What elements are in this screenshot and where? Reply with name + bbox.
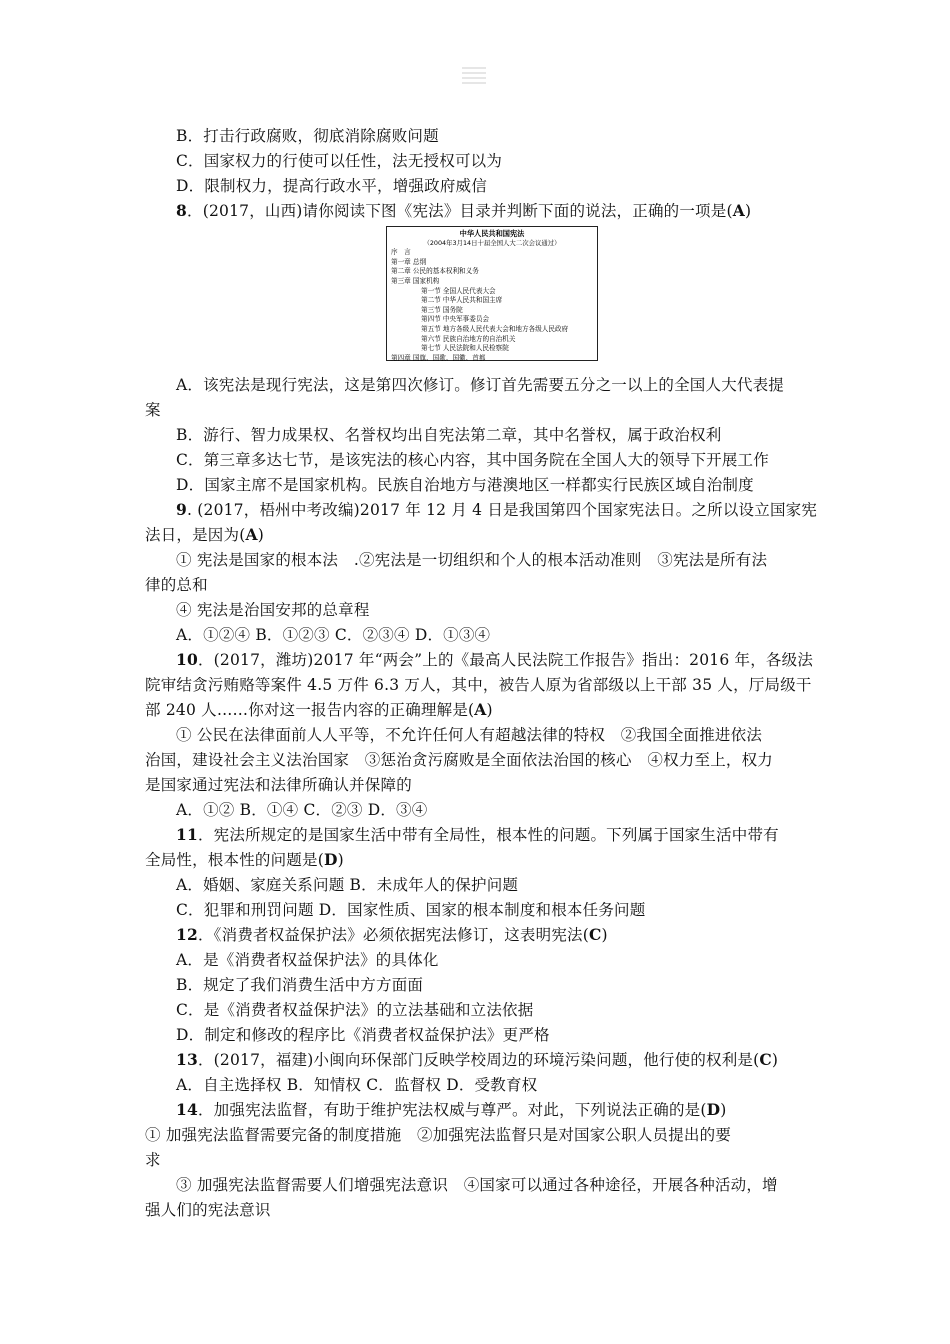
question-10-cont xyxy=(145,698,810,722)
option-line: 是国家通过宪法和法律所确认并保障的 xyxy=(145,776,412,794)
option-line: C．国家权力的行使可以任性，法无授权可以为 xyxy=(176,152,503,170)
question-9 xyxy=(176,498,841,522)
toc-chapter: 第一章 总纲 xyxy=(391,257,427,266)
toc-chapter: 第二章 公民的基本权利和义务 xyxy=(391,267,479,276)
choices-line: C．犯罪和刑罚问题 D．国家性质、国家的根本制度和根本任务问题 xyxy=(176,901,646,919)
question-number: 13 xyxy=(176,1050,198,1069)
question-text: ．加强宪法监督，有助于维护宪法权威与尊严。对此，下列说法正确的是( xyxy=(197,1101,707,1119)
option-line: B．游行、智力成果权、名誉权均出自宪法第二章，其中名誉权，属于政治权利 xyxy=(176,426,722,444)
answer: C xyxy=(588,925,602,944)
question-text: 全局性，根本性的问题是( xyxy=(145,851,324,869)
option-line: ① 公民在法律面前人人平等，不允许任何人有超越法律的特权 ②我国全面推进依法 xyxy=(176,726,763,744)
toc-section: 第二节 中华人民共和国主席 xyxy=(421,296,503,305)
close-paren: ) xyxy=(486,701,493,719)
close-paren: ) xyxy=(337,851,344,869)
question-number: 10 xyxy=(176,650,198,669)
question-number: 14 xyxy=(176,1100,198,1119)
question-9-cont xyxy=(145,523,810,547)
close-paren: ) xyxy=(720,1101,727,1119)
question-10 xyxy=(176,648,841,672)
answer: D xyxy=(323,850,338,869)
question-11 xyxy=(176,823,841,847)
question-text: ．(2017，潍坊)2017 年“两会”上的《最高人民法院工作报告》指出：2016 年，各级法 xyxy=(197,651,814,669)
toc-chapter: 第四章 国旗、国歌、国徽、首都 xyxy=(391,353,486,362)
toc-section: 第一节 全国人民代表大会 xyxy=(421,286,496,295)
question-8 xyxy=(176,199,841,223)
toc-section: 第四节 中央军事委员会 xyxy=(421,315,490,324)
option-line: B．打击行政腐败，彻底消除腐败问题 xyxy=(176,127,439,145)
toc-subtitle: （2004年3月14日十届全国人大二次会议通过） xyxy=(423,238,561,247)
question-13 xyxy=(176,1048,841,1072)
option-line: ③ 加强宪法监督需要人们增强宪法意识 ④国家可以通过各种途径，开展各种活动，增 xyxy=(176,1176,778,1194)
question-11-cont xyxy=(145,848,810,872)
option-line: 求 xyxy=(145,1151,161,1169)
answer: A xyxy=(474,700,487,719)
option-line: 治国，建设社会主义法治国家 ③惩治贪污腐败是全面依法治国的核心 ④权力至上，权力 xyxy=(145,751,774,769)
choices-line: A．①②④ B．①②③ C．②③④ D．①③④ xyxy=(176,626,491,644)
option-line: 强人们的宪法意识 xyxy=(145,1201,271,1219)
toc-title: 中华人民共和国宪法 xyxy=(459,229,525,238)
question-text: 部 240 人……你对这一报告内容的正确理解是( xyxy=(145,701,475,719)
option-line: ① 加强宪法监督需要完备的制度措施 ②加强宪法监督只是对国家公职人员提出的要 xyxy=(145,1126,732,1144)
question-text: ．《消费者权益保护法》必须依据宪法修订，这表明宪法( xyxy=(197,926,589,944)
choices-line: A．①② B．①④ C．②③ D．③④ xyxy=(176,801,428,819)
answer: A xyxy=(245,525,258,544)
option-line: 案 xyxy=(145,401,161,419)
toc-section: 第三节 国务院 xyxy=(421,305,463,314)
toc-preface: 序 言 xyxy=(391,248,411,257)
question-number: 9 xyxy=(176,500,187,519)
question-text: ．(2017，山西)请你阅读下图《宪法》目录并判断下面的说法，正确的一项是( xyxy=(187,202,733,220)
constitution-toc-figure xyxy=(386,226,598,361)
close-paren: ) xyxy=(744,202,752,220)
answer: C xyxy=(759,1050,772,1069)
question-number: 12 xyxy=(176,925,198,944)
question-12 xyxy=(176,923,841,947)
question-text: 院审结贪污贿赂等案件 4.5 万件 6.3 万人，其中，被告人原为省部级以上干部 35 人，厅局级干 xyxy=(145,676,812,694)
watermark-logo-icon xyxy=(462,64,486,92)
question-text: ．宪法所规定的是国家生活中带有全局性，根本性的问题。下列属于国家生活中带有 xyxy=(197,826,779,844)
option-line: 律的总和 xyxy=(145,576,208,594)
close-paren: ) xyxy=(257,526,264,544)
option-line: C．是《消费者权益保护法》的立法基础和立法依据 xyxy=(176,1001,534,1019)
choices-line: A．婚姻、家庭关系问题 B．未成年人的保护问题 xyxy=(176,876,519,894)
toc-section: 第五节 地方各级人民代表大会和地方各级人民政府 xyxy=(421,324,569,333)
question-text: . (2017，梧州中考改编)2017 年 12 月 4 日是我国第四个国家宪法日。之所以设立国家宪 xyxy=(187,501,818,519)
question-text: ．(2017，福建)小闽向环保部门反映学校周边的环境污染问题，他行使的权利是( xyxy=(197,1051,760,1069)
toc-section: 第七节 人民法院和人民检察院 xyxy=(421,344,509,353)
choices-line: A．自主选择权 B．知情权 C．监督权 D．受教育权 xyxy=(176,1076,538,1094)
answer: D xyxy=(706,1100,721,1119)
close-paren: ) xyxy=(771,1051,779,1069)
option-line: ① 宪法是国家的根本法 .②宪法是一切组织和个人的根本活动准则 ③宪法是所有法 xyxy=(176,551,768,569)
question-14 xyxy=(176,1098,841,1122)
toc-section: 第六节 民族自治地方的自治机关 xyxy=(421,334,516,343)
question-number: 11 xyxy=(176,825,198,844)
option-line: C．第三章多达七节，是该宪法的核心内容，其中国务院在全国人大的领导下开展工作 xyxy=(176,451,769,469)
option-line: A．是《消费者权益保护法》的具体化 xyxy=(176,951,439,969)
answer: A xyxy=(732,201,745,220)
option-line: B．规定了我们消费生活中方方面面 xyxy=(176,976,424,994)
option-line: D．限制权力，提高行政水平，增强政府威信 xyxy=(176,177,487,195)
question-text: 法日，是因为( xyxy=(145,526,246,544)
option-line: D．国家主席不是国家机构。民族自治地方与港澳地区一样都实行民族区域自治制度 xyxy=(176,476,754,494)
option-line: D．制定和修改的程序比《消费者权益保护法》更严格 xyxy=(176,1026,550,1044)
option-line: A．该宪法是现行宪法，这是第四次修订。修订首先需要五分之一以上的全国人大代表提 xyxy=(176,376,784,394)
option-line: ④ 宪法是治国安邦的总章程 xyxy=(176,601,370,619)
close-paren: ) xyxy=(601,926,608,944)
toc-chapter: 第三章 国家机构 xyxy=(391,276,440,285)
question-number: 8 xyxy=(176,201,187,220)
